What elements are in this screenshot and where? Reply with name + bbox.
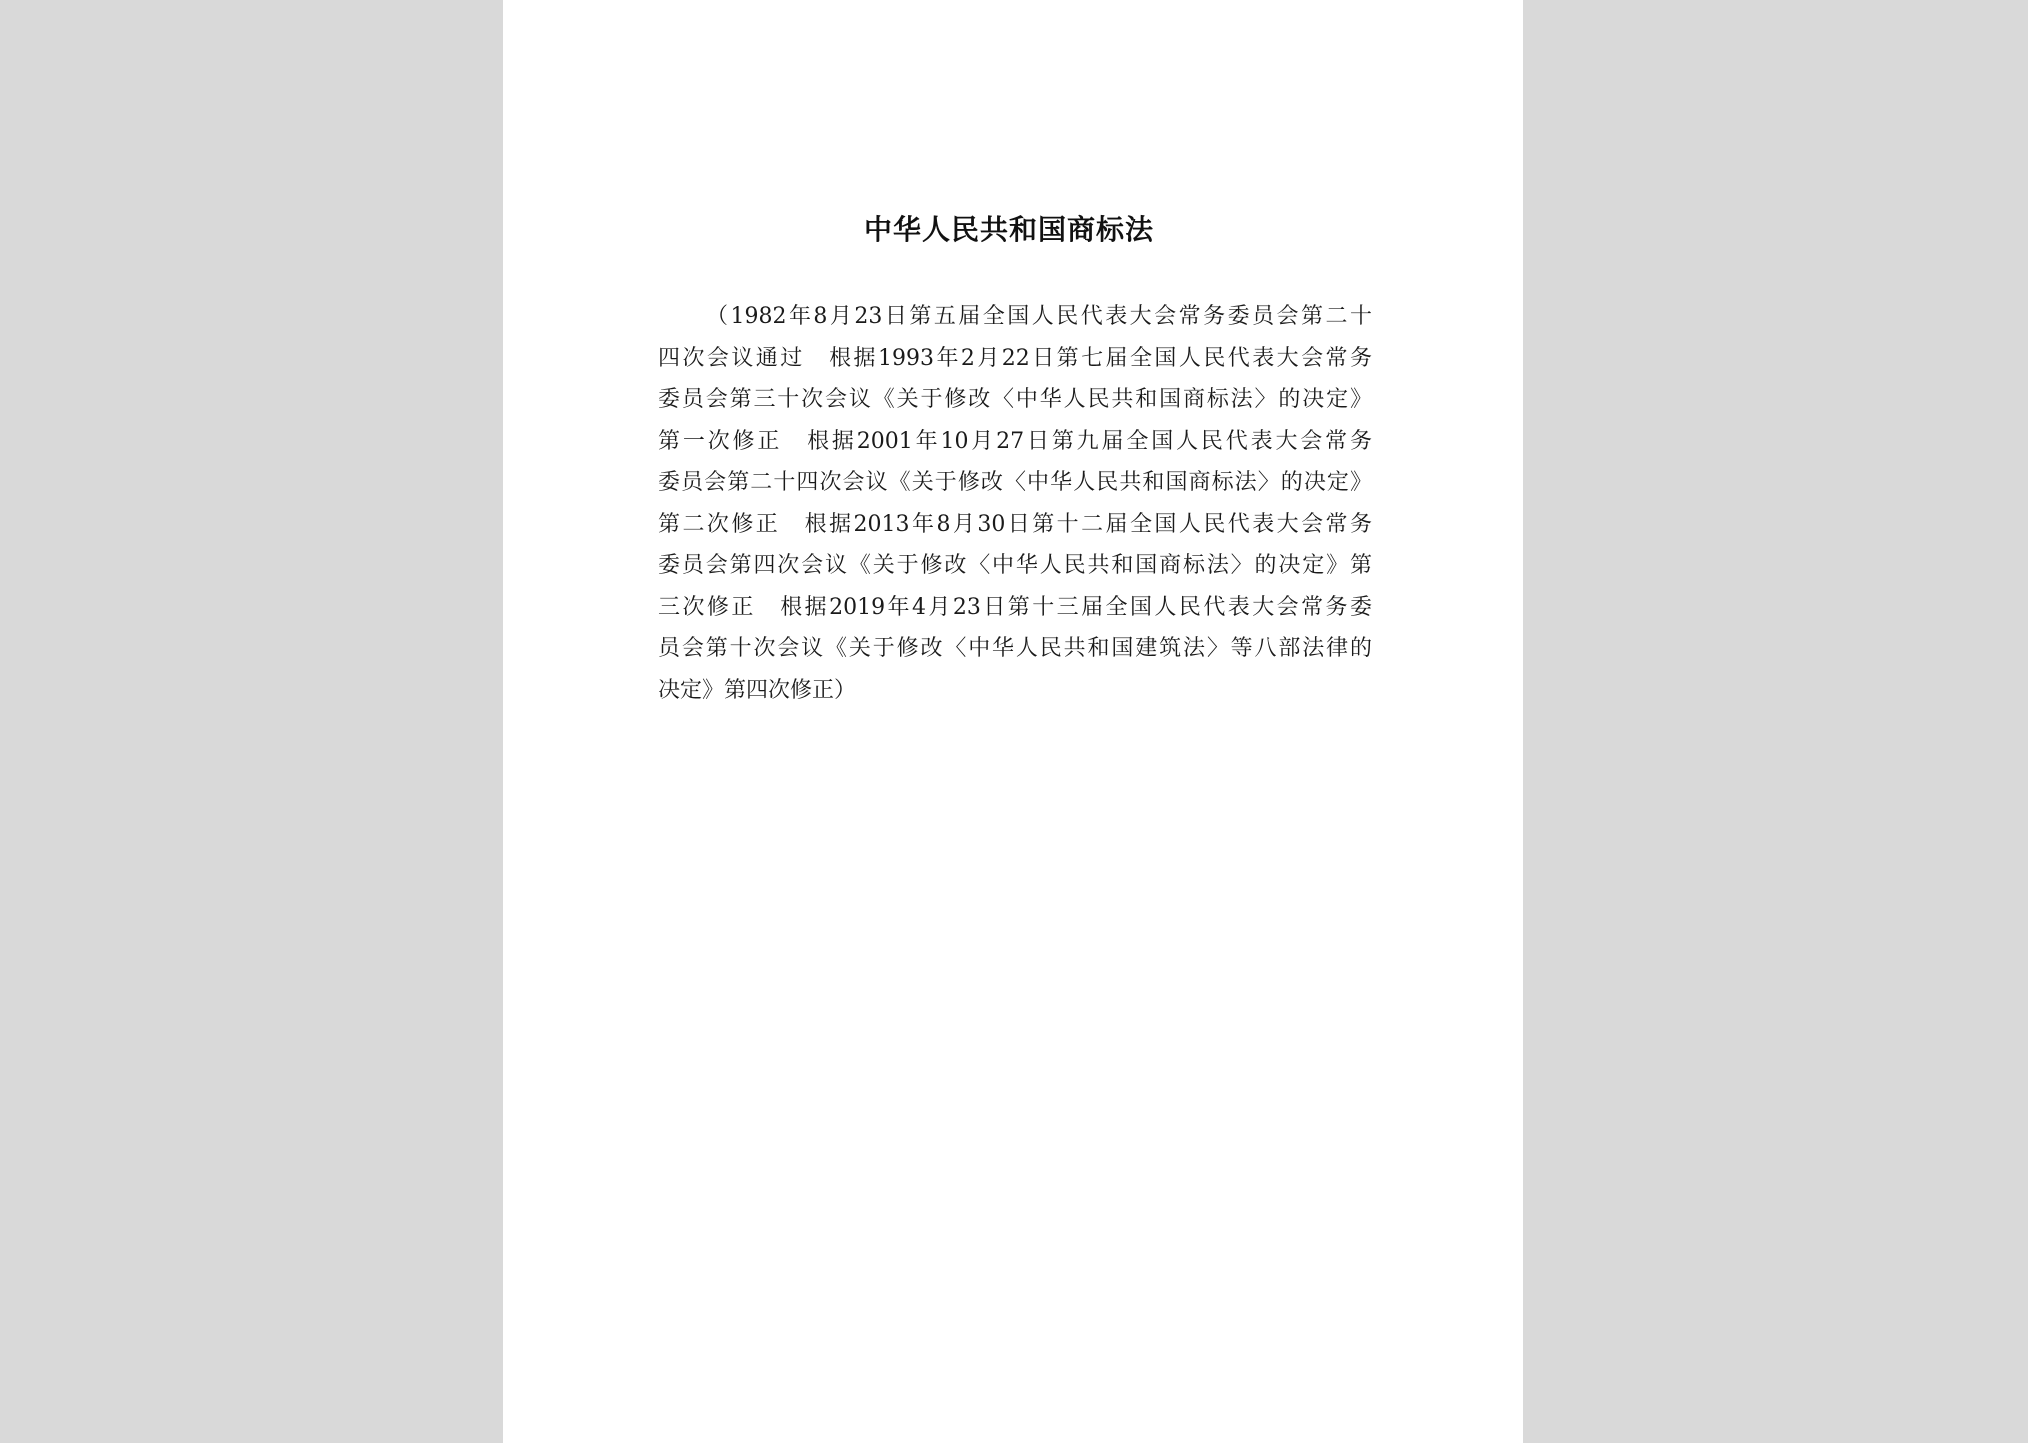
amendment-note: [658, 296, 1372, 711]
amendment-note-line: 委员会第二十四次会议《关于修改〈中华人民共和国商标法〉的决定》: [658, 470, 1372, 495]
document-page: [503, 0, 1523, 1443]
amendment-note-line: 第一次修正 根据2001年10月27日第九届全国人民代表大会常务: [658, 428, 1372, 454]
document-title: 中华人民共和国商标法: [863, 213, 1154, 246]
amendment-note-line: 第二次修正 根据2013年8月30日第十二届全国人民代表大会常务: [658, 511, 1372, 537]
amendment-note-line: （1982年8月23日第五届全国人民代表大会常务委员会第二十: [706, 304, 1372, 329]
amendment-note-line: 决定》第四次修正）: [658, 677, 857, 703]
amendment-note-line: 员会第十次会议《关于修改〈中华人民共和国建筑法〉等八部法律的: [658, 636, 1372, 661]
amendment-note-line: 委员会第四次会议《关于修改〈中华人民共和国商标法〉的决定》第: [658, 553, 1372, 578]
amendment-note-line: 四次会议通过 根据1993年2月22日第七届全国人民代表大会常务: [658, 345, 1372, 371]
amendment-note-line: 委员会第三十次会议《关于修改〈中华人民共和国商标法〉的决定》: [658, 387, 1372, 412]
amendment-note-line: 三次修正 根据2019年4月23日第十三届全国人民代表大会常务委: [658, 594, 1372, 620]
